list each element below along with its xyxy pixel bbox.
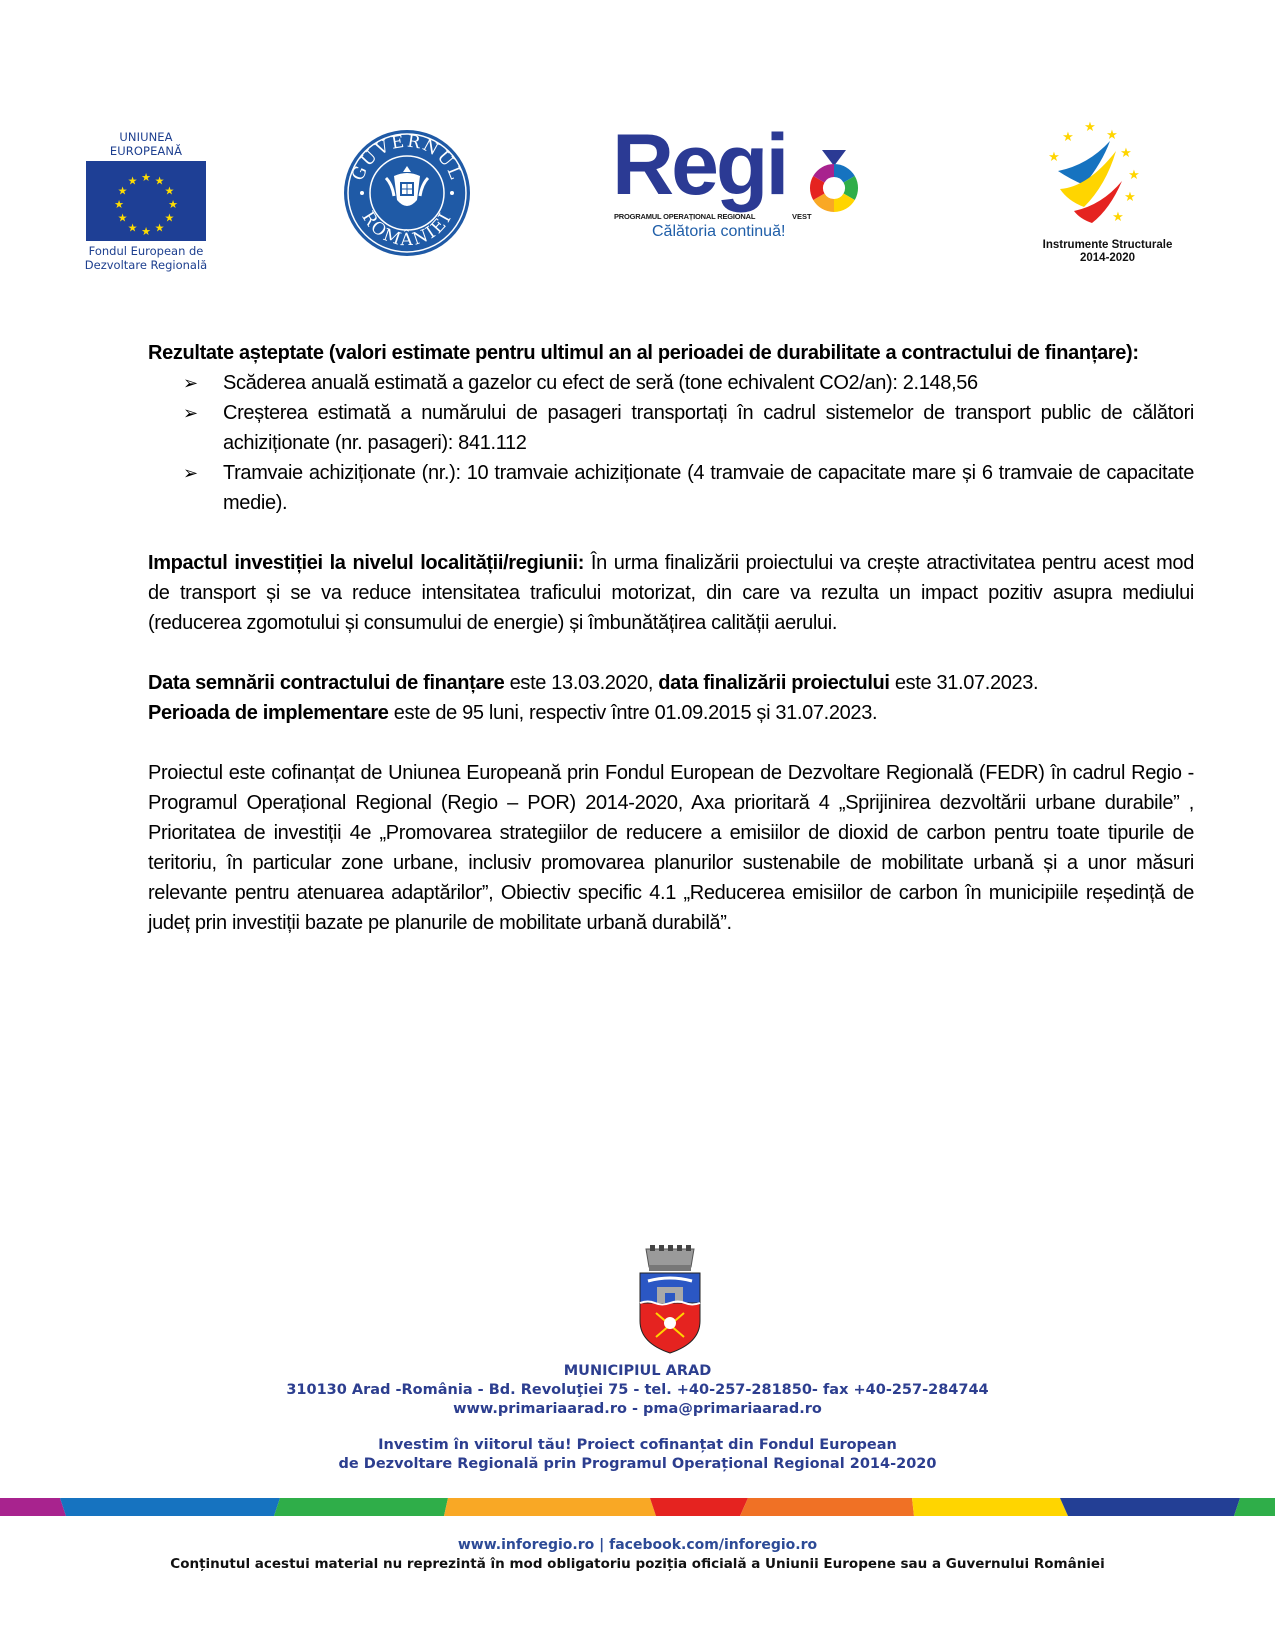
municipality-web-email: www.primariaarad.ro - pma@primariaarad.ro [453, 1401, 822, 1417]
inforegio-links[interactable]: www.inforegio.ro | facebook.com/inforegio.ro [457, 1537, 818, 1553]
regio-tagline: Călătoria continuă! [652, 223, 786, 240]
arrow-bullet-icon: ➢ [183, 403, 198, 423]
structural-instruments-icon [1020, 115, 1195, 235]
list-item: ➢ Scăderea anuală estimată a gazelor cu efect de seră (tone echivalent CO2/an): 2.148,56 [223, 368, 1194, 398]
implementation-period-text: este de 95 luni, respectiv între 01.09.2015 și 31.07.2023. [388, 702, 878, 724]
list-item: ➢ Creșterea estimată a numărului de pasageri transportați în cadrul sistemelor de transport public de călători achiziționate (nr. pasageri): 841.112 [223, 398, 1194, 458]
svg-text:★: ★ [1106, 128, 1118, 143]
implementation-period-label: Perioada de implementare [148, 702, 389, 724]
impact-paragraph [148, 548, 1194, 638]
romanian-government-seal [342, 128, 472, 258]
svg-text:★: ★ [1124, 190, 1136, 205]
regio-program-label: PROGRAMUL OPERAȚIONAL REGIONAL [614, 212, 756, 221]
svg-text:GUVERNUL: GUVERNUL [347, 131, 466, 184]
completion-date-label: data finalizării proiectului [658, 672, 890, 694]
regio-wordmark: Regi [612, 117, 787, 213]
results-list [148, 368, 1194, 518]
svg-text:★: ★ [127, 174, 138, 188]
completion-date-text: este 31.07.2023. [889, 672, 1039, 694]
impact-text: În urma finalizării proiectului va crește atractivitatea pentru acest mod de transport și se va reduce intensitatea traficului motorizat, din care va rezulta un impact pozitiv asupra mediului (reducerea zgomotului și consumului de energie) și îmbunătățirea calității aerului. [148, 552, 1194, 634]
svg-text:★: ★ [1062, 130, 1074, 145]
dates-paragraph [148, 668, 1194, 728]
svg-text:★: ★ [117, 184, 128, 198]
results-heading: Rezultate așteptate (valori estimate pentru ultimul an al perioadei de durabilitate a contractului de finanțare): [148, 342, 1139, 364]
municipality-name: MUNICIPIUL ARAD [563, 1363, 712, 1379]
svg-text:★: ★ [164, 211, 175, 225]
svg-text:★: ★ [164, 184, 175, 198]
svg-text:★: ★ [154, 221, 165, 235]
svg-text:ROMÂNIEI: ROMÂNIEI [357, 207, 457, 251]
svg-text:★: ★ [127, 221, 138, 235]
eu-logo-title: UNIUNEA EUROPEANĂ [109, 130, 183, 158]
disclaimer-text: Conținutul acestui material nu reprezintă în mod obligatoriu poziția oficială a Uniunii Europene sau a Guvernului României [170, 1556, 1105, 1572]
slogan-line-1: Investim în viitorul tău! Proiect cofinanțat din Fondul European [378, 1437, 897, 1453]
svg-text:★: ★ [141, 225, 151, 238]
signing-date-text: este 13.03.2020, [504, 672, 659, 694]
slogan-line-2: de Dezvoltare Regională prin Programul Operațional Regional 2014-2020 [338, 1456, 937, 1472]
svg-text:★: ★ [114, 198, 124, 211]
arrow-bullet-icon: ➢ [183, 373, 198, 393]
arad-coat-of-arms [638, 1243, 702, 1355]
eu-flag-icon [86, 161, 206, 241]
bottom-footer [0, 1536, 1275, 1574]
signing-date-label: Data semnării contractului de finanțare [148, 672, 505, 694]
svg-text:★: ★ [117, 211, 128, 225]
regio-region-label: VEST [792, 212, 812, 221]
svg-text:★: ★ [1048, 150, 1060, 165]
eu-logo-subtitle-2: Dezvoltare Regională [84, 258, 208, 272]
arad-coat-of-arms-icon [638, 1243, 702, 1355]
svg-text:★: ★ [1084, 120, 1096, 135]
svg-text:★: ★ [1120, 146, 1132, 161]
regio-logo [612, 117, 882, 248]
municipality-address: 310130 Arad -România - Bd. Revoluţiei 75 - tel. +40-257-281850- fax +40-257-284744 [286, 1382, 989, 1398]
svg-text:★: ★ [141, 171, 151, 184]
eu-logo-subtitle-1: Fondul European de [88, 244, 204, 258]
structural-instruments-logo [1020, 115, 1195, 265]
list-item: ➢ Tramvaie achiziționate (nr.): 10 tramvaie achiziționate (4 tramvaie de capacitate mare și 6 tramvaie de capacitate medie). [223, 458, 1194, 518]
rainbow-divider [0, 1498, 1275, 1516]
impact-label: Impactul investiției la nivelul localității/regiunii: [148, 552, 585, 574]
svg-text:★: ★ [168, 198, 178, 211]
government-seal-icon [342, 128, 472, 258]
municipality-contact-block [0, 1362, 1275, 1474]
svg-text:★: ★ [1112, 210, 1124, 225]
eu-logo [82, 130, 210, 272]
arrow-bullet-icon: ➢ [183, 463, 198, 483]
svg-text:★: ★ [1128, 168, 1140, 183]
document-body [148, 338, 1194, 938]
structural-instruments-caption: Instrumente Structurale 2014-2020 [1042, 239, 1173, 264]
svg-text:★: ★ [154, 174, 165, 188]
cofinancing-paragraph: Proiectul este cofinanțat de Uniunea Europeană prin Fondul European de Dezvoltare Regională (FEDR) în cadrul Regio - Programul Operațional Regional (Regio – POR) 2014-2020, Axa prioritară 4 „Sprijinirea dezvoltării urbane durabile” , Prioritatea de investiții 4e „Promovarea strategiilor de reducere a emisiilor de dioxid de carbon pentru toate tipurile de teritoriu, în particular zone urbane, inclusiv promovarea planurilor sustenabile de mobilitate urbană și a unor măsuri relevante pentru atenuarea adaptărilor”, Obiectiv specific 4.1 „Reducerea emisiilor de carbon în municipiile reședință de județ prin investiții bazate pe planurile de mobilitate urbană durabilă”. [148, 762, 1194, 934]
regio-color-wheel-icon [808, 150, 860, 214]
